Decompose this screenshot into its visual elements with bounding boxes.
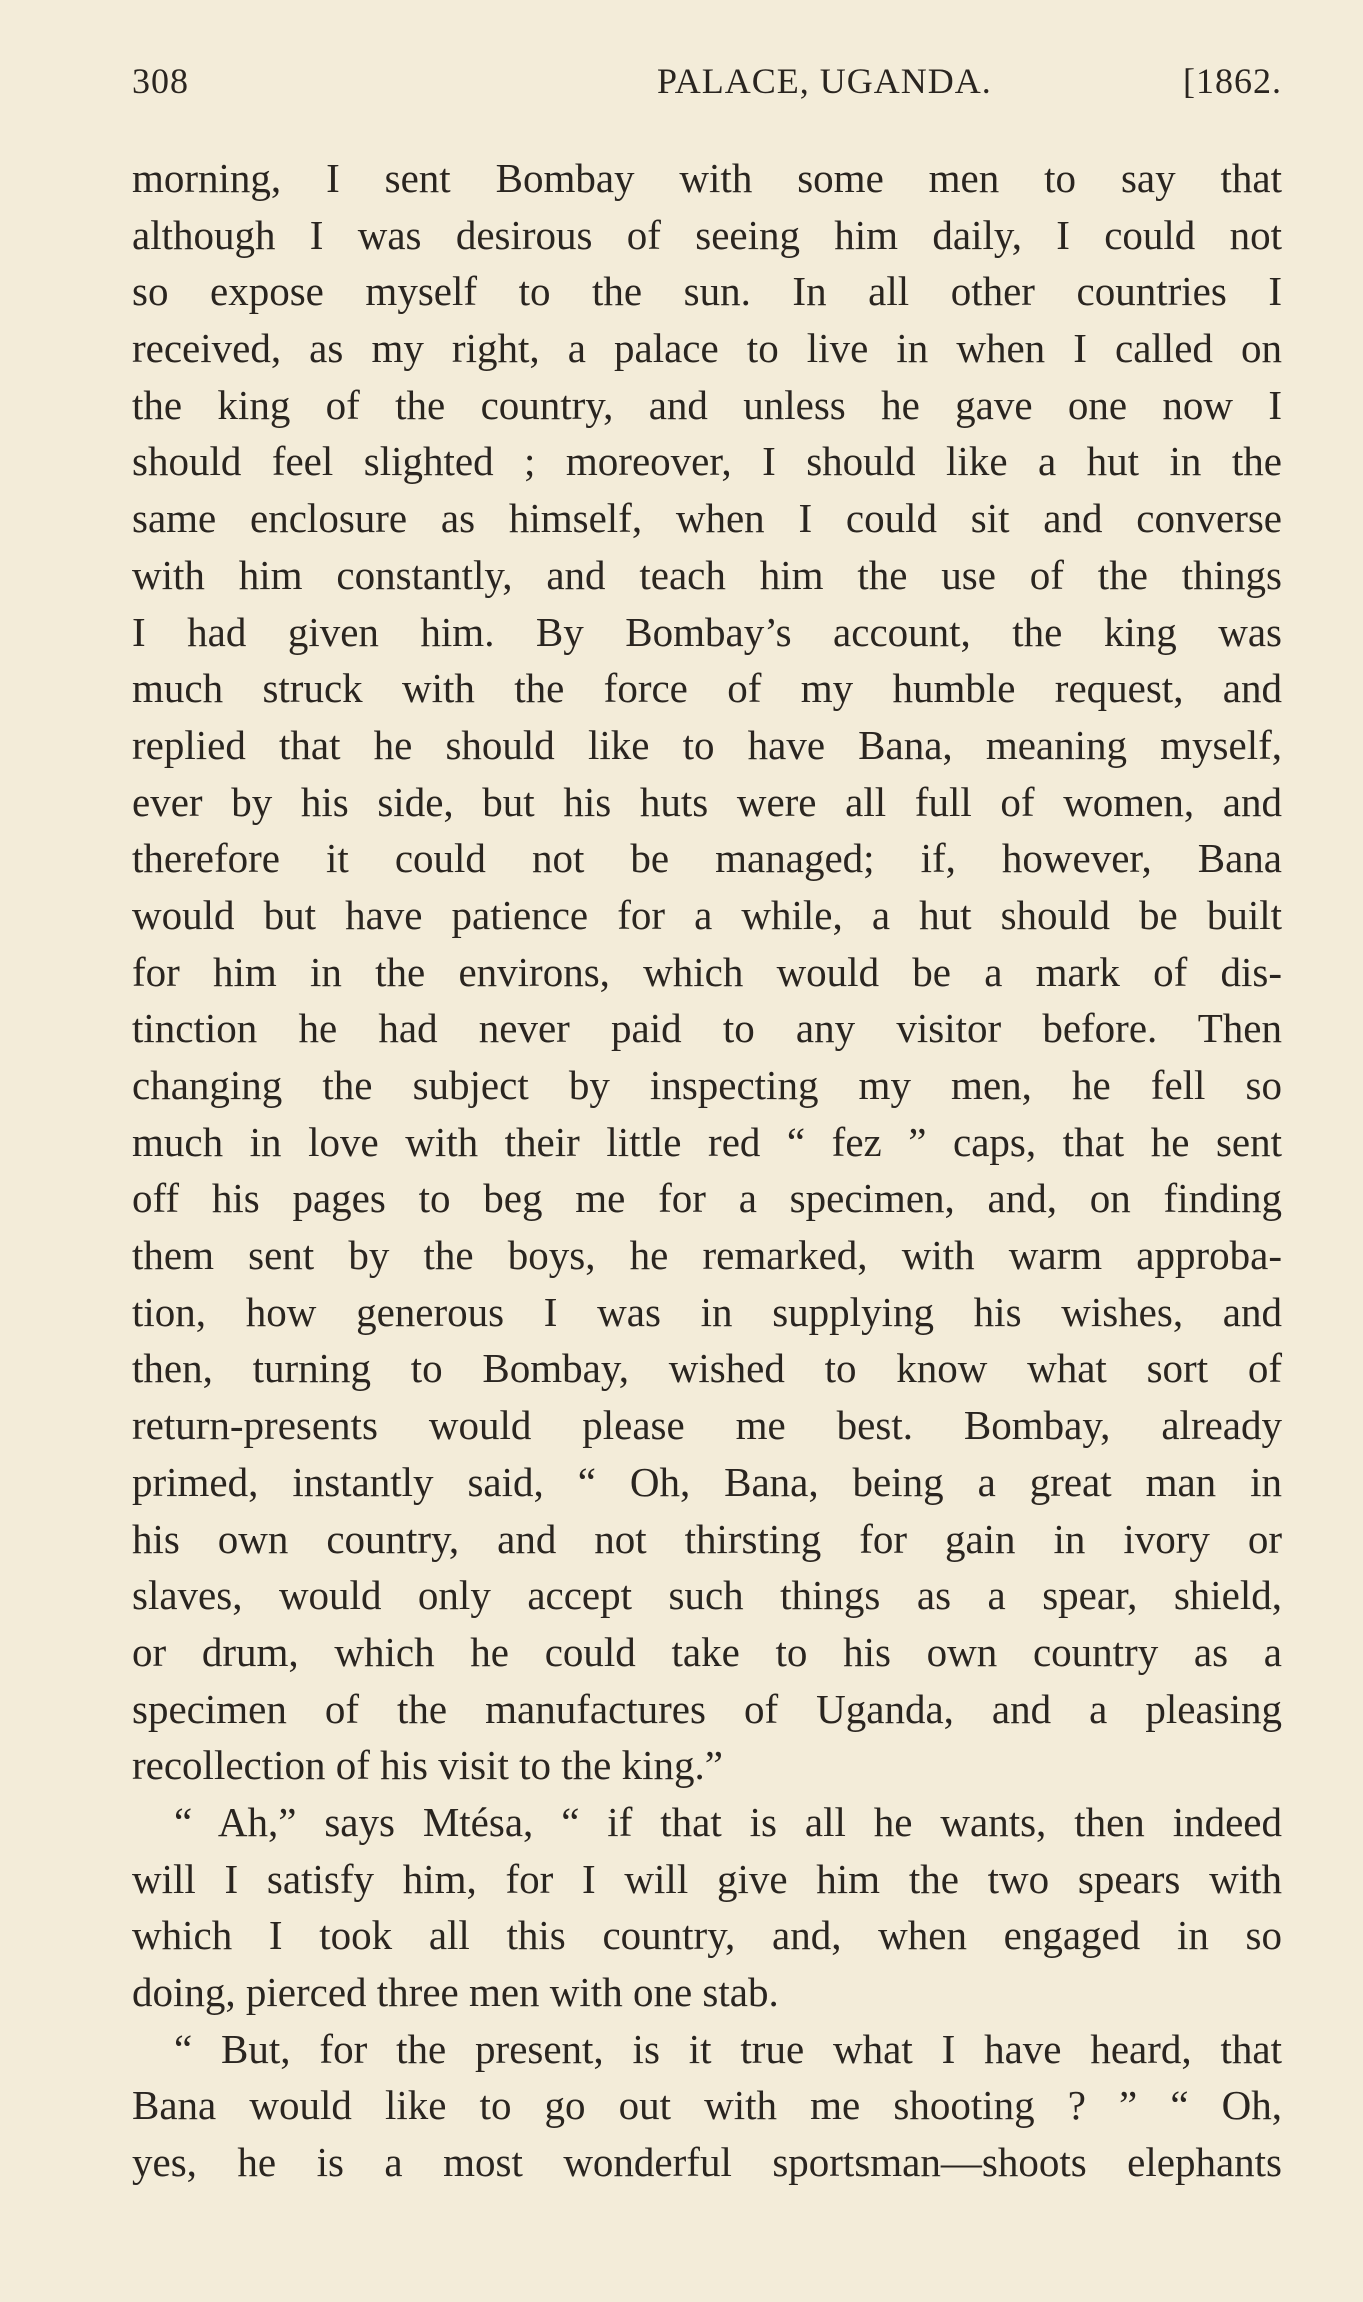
text-line: will I satisfy him, for I will give him the two spears with bbox=[132, 1855, 1282, 1902]
text-line: them sent by the boys, he remarked, with warm approba- bbox=[132, 1232, 1282, 1279]
text-line: slaves, would only accept such things as a spear, shield, bbox=[132, 1572, 1282, 1619]
text-line: should feel slighted ; moreover, I should like a hut in the bbox=[132, 438, 1282, 485]
text-line: much struck with the force of my humble request, and bbox=[132, 665, 1282, 712]
text-line: return-presents would please me best. Bombay, already bbox=[132, 1402, 1282, 1449]
text-line: tinction he had never paid to any visitor before. Then bbox=[132, 1005, 1282, 1052]
text-line: his own country, and not thirsting for gain in ivory or bbox=[132, 1515, 1282, 1562]
text-line: I had given him. By Bombay’s account, the king was bbox=[132, 608, 1282, 655]
header-year: [1862. bbox=[1183, 61, 1282, 101]
text-line: although I was desirous of seeing him daily, I could not bbox=[132, 211, 1282, 258]
text-line: for him in the environs, which would be a mark of dis- bbox=[132, 948, 1282, 995]
text-line: primed, instantly said, “ Oh, Bana, being a great man in bbox=[132, 1458, 1282, 1505]
text-line: with him constantly, and teach him the use of the things bbox=[132, 551, 1282, 598]
text-line: or drum, which he could take to his own country as a bbox=[132, 1628, 1282, 1675]
text-line: received, as my right, a palace to live in when I called on bbox=[132, 325, 1282, 372]
text-line: then, turning to Bombay, wished to know what sort of bbox=[132, 1345, 1282, 1392]
text-line: off his pages to beg me for a specimen, and, on finding bbox=[132, 1175, 1282, 1222]
text-line: therefore it could not be managed; if, however, Bana bbox=[132, 835, 1282, 882]
text-line: doing, pierced three men with one stab. bbox=[132, 1969, 779, 2015]
text-line: much in love with their little red “ fez ” caps, that he sent bbox=[132, 1118, 1282, 1165]
text-line: ever by his side, but his huts were all full of women, and bbox=[132, 778, 1282, 825]
text-line: which I took all this country, and, when engaged in so bbox=[132, 1912, 1282, 1959]
text-line: “ But, for the present, is it true what I have heard, that bbox=[174, 2025, 1282, 2072]
text-line: morning, I sent Bombay with some men to say that bbox=[132, 155, 1282, 201]
text-line: tion, how generous I was in supplying his wishes, and bbox=[132, 1288, 1282, 1335]
text-line: the king of the country, and unless he gave one now I bbox=[132, 381, 1282, 428]
text-line: changing the subject by inspecting my men, he fell so bbox=[132, 1062, 1282, 1108]
text-line: would but have patience for a while, a hut should be built bbox=[132, 891, 1282, 938]
text-line: recollection of his visit to the king.” bbox=[132, 1742, 723, 1789]
body-text bbox=[132, 150, 1282, 2191]
text-line: replied that he should like to have Bana, meaning myself, bbox=[132, 721, 1282, 768]
page-number: 308 bbox=[132, 61, 189, 101]
text-line: “ Ah,” says Mtésa, “ if that is all he wants, then indeed bbox=[174, 1798, 1282, 1845]
text-line: yes, he is a most wonderful sportsman—shoots elephants bbox=[132, 2139, 1282, 2186]
text-line: so expose myself to the sun. In all other countries I bbox=[132, 268, 1282, 315]
text-line: same enclosure as himself, when I could sit and converse bbox=[132, 495, 1282, 542]
running-title: PALACE, UGANDA. bbox=[657, 61, 992, 101]
text-line: Bana would like to go out with me shooting ? ” “ Oh, bbox=[132, 2082, 1282, 2129]
text-line: specimen of the manufactures of Uganda, and a pleasing bbox=[132, 1685, 1282, 1732]
